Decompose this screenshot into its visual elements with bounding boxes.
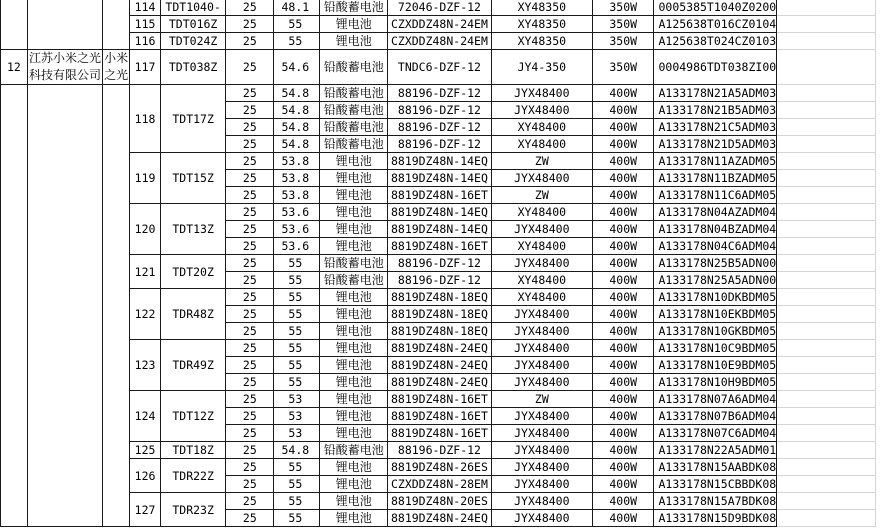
battery-type-cell[interactable]: 锂电池 (320, 391, 388, 408)
empty-cell[interactable] (777, 408, 876, 425)
weight-cell[interactable]: 55 (274, 306, 320, 323)
cert-number-cell[interactable]: A133178N07A6ADM04 (654, 391, 777, 408)
power-cell[interactable]: 400W (592, 153, 654, 170)
speed-cell[interactable]: 25 (226, 476, 274, 493)
battery-type-cell[interactable]: 锂电池 (320, 408, 388, 425)
model-name-cell[interactable]: TDT038Z (161, 50, 226, 85)
weight-cell[interactable]: 54.8 (274, 119, 320, 136)
cert-number-cell[interactable]: A133178N22A5ADM01 (654, 442, 777, 459)
seq-cell[interactable] (1, 85, 28, 527)
model-name-cell[interactable]: TDT13Z (161, 204, 226, 255)
power-cell[interactable]: 400W (592, 204, 654, 221)
speed-cell[interactable]: 25 (226, 357, 274, 374)
motor-model-cell[interactable]: JYX48400 (491, 170, 592, 187)
battery-model-cell[interactable]: 88196-DZF-12 (388, 85, 492, 102)
battery-type-cell[interactable]: 锂电池 (320, 221, 388, 238)
model-number-cell[interactable]: 126 (130, 459, 161, 493)
weight-cell[interactable]: 53 (274, 391, 320, 408)
battery-model-cell[interactable]: 8819DZ48N-24EQ (388, 340, 492, 357)
cert-number-cell[interactable]: A133178N25B5ADN00 (654, 255, 777, 272)
motor-model-cell[interactable]: JYX48400 (491, 357, 592, 374)
speed-cell[interactable]: 25 (226, 340, 274, 357)
power-cell[interactable]: 400W (592, 119, 654, 136)
battery-type-cell[interactable]: 锂电池 (320, 357, 388, 374)
battery-type-cell[interactable]: 铅酸蓄电池 (320, 255, 388, 272)
power-cell[interactable]: 400W (592, 289, 654, 306)
seq-cell[interactable] (1, 0, 28, 50)
empty-cell[interactable] (777, 493, 876, 510)
power-cell[interactable]: 400W (592, 85, 654, 102)
cert-number-cell[interactable]: A133178N11BZADM05 (654, 170, 777, 187)
power-cell[interactable]: 400W (592, 476, 654, 493)
battery-type-cell[interactable]: 锂电池 (320, 289, 388, 306)
battery-model-cell[interactable]: 88196-DZF-12 (388, 255, 492, 272)
weight-cell[interactable]: 55 (274, 476, 320, 493)
weight-cell[interactable]: 54.6 (274, 50, 320, 85)
cert-number-cell[interactable]: A133178N21D5ADM03 (654, 136, 777, 153)
model-number-cell[interactable]: 125 (130, 442, 161, 459)
motor-model-cell[interactable]: XY48400 (491, 204, 592, 221)
model-name-cell[interactable]: TDT20Z (161, 255, 226, 289)
motor-model-cell[interactable]: JYX48400 (491, 221, 592, 238)
model-number-cell[interactable]: 119 (130, 153, 161, 204)
speed-cell[interactable]: 25 (226, 459, 274, 476)
cert-number-cell[interactable]: A125638T016CZ0104 (654, 16, 777, 33)
motor-model-cell[interactable]: JYX48400 (491, 323, 592, 340)
battery-model-cell[interactable]: 8819DZ48N-14EQ (388, 204, 492, 221)
battery-model-cell[interactable]: 8819DZ48N-16ET (388, 425, 492, 442)
battery-type-cell[interactable]: 锂电池 (320, 204, 388, 221)
battery-type-cell[interactable]: 铅酸蓄电池 (320, 136, 388, 153)
brand-cell[interactable] (103, 85, 130, 527)
power-cell[interactable]: 400W (592, 425, 654, 442)
table-row (1, 493, 890, 510)
empty-cell[interactable] (777, 255, 876, 272)
weight-cell[interactable]: 55 (274, 493, 320, 510)
battery-model-cell[interactable]: 88196-DZF-12 (388, 272, 492, 289)
battery-model-cell[interactable]: 8819DZ48N-20ES (388, 493, 492, 510)
model-name-cell[interactable]: TDT016Z (161, 16, 226, 33)
cert-number-cell[interactable]: A133178N10C9BDM05 (654, 340, 777, 357)
battery-model-cell[interactable]: 88196-DZF-12 (388, 102, 492, 119)
power-cell[interactable]: 400W (592, 136, 654, 153)
brand-cell[interactable]: 小米之光 (103, 50, 130, 85)
motor-model-cell[interactable]: JYX48400 (491, 374, 592, 391)
motor-model-cell[interactable]: XY48400 (491, 136, 592, 153)
motor-model-cell[interactable]: JYX48400 (491, 306, 592, 323)
weight-cell[interactable]: 55 (274, 272, 320, 289)
empty-cell[interactable] (777, 238, 876, 255)
speed-cell[interactable]: 25 (226, 153, 274, 170)
power-cell[interactable]: 400W (592, 255, 654, 272)
battery-model-cell[interactable]: TNDC6-DZF-12 (388, 50, 492, 85)
battery-model-cell[interactable]: 8819DZ48N-26ES (388, 459, 492, 476)
speed-cell[interactable]: 25 (226, 272, 274, 289)
battery-type-cell[interactable]: 铅酸蓄电池 (320, 442, 388, 459)
speed-cell[interactable]: 25 (226, 102, 274, 119)
table-row (1, 50, 890, 85)
model-name-cell[interactable]: TDT15Z (161, 153, 226, 204)
power-cell[interactable]: 400W (592, 357, 654, 374)
battery-type-cell[interactable]: 铅酸蓄电池 (320, 85, 388, 102)
battery-type-cell[interactable]: 锂电池 (320, 323, 388, 340)
power-cell[interactable]: 400W (592, 442, 654, 459)
speed-cell[interactable]: 25 (226, 187, 274, 204)
empty-cell[interactable] (777, 425, 876, 442)
cert-number-cell[interactable]: A133178N10DKBDM05 (654, 289, 777, 306)
battery-type-cell[interactable]: 锂电池 (320, 306, 388, 323)
empty-cell[interactable] (777, 510, 876, 527)
table-row (1, 289, 890, 306)
power-cell[interactable]: 400W (592, 391, 654, 408)
empty-cell[interactable] (777, 119, 876, 136)
motor-model-cell[interactable]: JYX48400 (491, 476, 592, 493)
empty-cell[interactable] (777, 33, 876, 50)
model-number-cell[interactable]: 124 (130, 391, 161, 442)
speed-cell[interactable]: 25 (226, 16, 274, 33)
cert-number-cell[interactable]: A133178N10EKBDM05 (654, 306, 777, 323)
weight-cell[interactable]: 53.6 (274, 221, 320, 238)
empty-cell[interactable] (777, 476, 876, 493)
model-number-cell[interactable]: 127 (130, 493, 161, 527)
empty-cell[interactable] (777, 136, 876, 153)
cert-number-cell[interactable]: A133178N15CBBDK08 (654, 476, 777, 493)
motor-model-cell[interactable]: JYX48400 (491, 442, 592, 459)
power-cell[interactable]: 350W (592, 33, 654, 50)
cert-number-cell[interactable]: A125638T024CZ0103 (654, 33, 777, 50)
battery-type-cell[interactable]: 锂电池 (320, 16, 388, 33)
battery-type-cell[interactable]: 铅酸蓄电池 (320, 272, 388, 289)
motor-model-cell[interactable]: JYX48400 (491, 510, 592, 527)
model-name-cell[interactable]: TDT1040- (161, 0, 226, 16)
seq-cell[interactable]: 12 (1, 50, 28, 85)
power-cell[interactable]: 400W (592, 408, 654, 425)
empty-cell[interactable] (777, 374, 876, 391)
power-cell[interactable]: 350W (592, 50, 654, 85)
power-cell[interactable]: 400W (592, 187, 654, 204)
table-row (1, 204, 890, 221)
model-name-cell[interactable]: TDT12Z (161, 391, 226, 442)
cert-number-cell[interactable]: A133178N21C5ADM03 (654, 119, 777, 136)
battery-type-cell[interactable]: 锂电池 (320, 33, 388, 50)
empty-cell[interactable] (777, 340, 876, 357)
motor-model-cell[interactable]: XY48400 (491, 238, 592, 255)
battery-model-cell[interactable]: 8819DZ48N-18EQ (388, 323, 492, 340)
model-name-cell[interactable]: TDT024Z (161, 33, 226, 50)
empty-cell[interactable] (777, 442, 876, 459)
battery-type-cell[interactable]: 锂电池 (320, 459, 388, 476)
battery-type-cell[interactable]: 锂电池 (320, 187, 388, 204)
battery-type-cell[interactable]: 锂电池 (320, 374, 388, 391)
speed-cell[interactable]: 25 (226, 238, 274, 255)
cert-number-cell[interactable]: A133178N25A5ADN00 (654, 272, 777, 289)
empty-cell[interactable] (777, 204, 876, 221)
model-name-cell[interactable]: TDR48Z (161, 289, 226, 340)
weight-cell[interactable]: 55 (274, 357, 320, 374)
table-row (1, 391, 890, 408)
battery-model-cell[interactable]: 8819DZ48N-18EQ (388, 289, 492, 306)
weight-cell[interactable]: 53.8 (274, 153, 320, 170)
table-row (1, 16, 890, 33)
cert-number-cell[interactable]: A133178N15AABDK08 (654, 459, 777, 476)
power-cell[interactable]: 350W (592, 0, 654, 16)
model-name-cell[interactable]: TDR22Z (161, 459, 226, 493)
speed-cell[interactable]: 25 (226, 255, 274, 272)
speed-cell[interactable]: 25 (226, 221, 274, 238)
battery-model-cell[interactable]: 8819DZ48N-14EQ (388, 221, 492, 238)
battery-type-cell[interactable]: 铅酸蓄电池 (320, 50, 388, 85)
weight-cell[interactable]: 55 (274, 323, 320, 340)
battery-type-cell[interactable]: 锂电池 (320, 425, 388, 442)
speed-cell[interactable]: 25 (226, 50, 274, 85)
empty-cell[interactable] (777, 221, 876, 238)
motor-model-cell[interactable]: JYX48400 (491, 408, 592, 425)
battery-model-cell[interactable]: 8819DZ48N-24EQ (388, 510, 492, 527)
empty-cell[interactable] (777, 16, 876, 33)
table-row (1, 459, 890, 476)
empty-cell[interactable] (777, 323, 876, 340)
cert-number-cell[interactable]: A133178N21B5ADM03 (654, 102, 777, 119)
company-cell[interactable]: 江苏小米之光科技有限公司 (27, 50, 102, 85)
power-cell[interactable]: 400W (592, 323, 654, 340)
battery-type-cell[interactable]: 铅酸蓄电池 (320, 102, 388, 119)
speed-cell[interactable]: 25 (226, 391, 274, 408)
speed-cell[interactable]: 25 (226, 323, 274, 340)
cert-number-cell[interactable]: 0004986TDT038ZI00 (654, 50, 777, 85)
speed-cell[interactable]: 25 (226, 119, 274, 136)
table-row (1, 0, 890, 16)
company-cell[interactable] (27, 0, 102, 50)
empty-cell[interactable] (777, 391, 876, 408)
battery-model-cell[interactable]: CZXDDZ48N-24EM (388, 33, 492, 50)
weight-cell[interactable]: 53.6 (274, 204, 320, 221)
battery-type-cell[interactable]: 锂电池 (320, 476, 388, 493)
motor-model-cell[interactable]: XY48400 (491, 272, 592, 289)
cert-number-cell[interactable]: A133178N07B6ADM04 (654, 408, 777, 425)
model-number-cell[interactable]: 114 (130, 0, 161, 16)
motor-model-cell[interactable]: XY48400 (491, 119, 592, 136)
empty-cell[interactable] (777, 272, 876, 289)
empty-cell[interactable] (777, 306, 876, 323)
cert-number-cell[interactable]: 0005385T1040Z0200 (654, 0, 777, 16)
empty-cell[interactable] (777, 459, 876, 476)
battery-model-cell[interactable]: 8819DZ48N-16ET (388, 408, 492, 425)
weight-cell[interactable]: 54.8 (274, 136, 320, 153)
empty-cell[interactable] (777, 85, 876, 102)
power-cell[interactable]: 400W (592, 510, 654, 527)
speed-cell[interactable]: 25 (226, 425, 274, 442)
cert-number-cell[interactable]: A133178N15D9BDK08 (654, 510, 777, 527)
motor-model-cell[interactable]: ZW (491, 153, 592, 170)
table-row (1, 153, 890, 170)
cert-number-cell[interactable]: A133178N11AZADM05 (654, 153, 777, 170)
motor-model-cell[interactable]: ZW (491, 187, 592, 204)
model-number-cell[interactable]: 122 (130, 289, 161, 340)
model-name-cell[interactable]: TDT17Z (161, 85, 226, 153)
battery-type-cell[interactable]: 铅酸蓄电池 (320, 119, 388, 136)
battery-model-cell[interactable]: 8819DZ48N-18EQ (388, 306, 492, 323)
motor-model-cell[interactable]: JYX48400 (491, 425, 592, 442)
cert-number-cell[interactable]: A133178N10GKBDM05 (654, 323, 777, 340)
speed-cell[interactable]: 25 (226, 170, 274, 187)
weight-cell[interactable]: 53.6 (274, 238, 320, 255)
power-cell[interactable]: 400W (592, 102, 654, 119)
spreadsheet-body (1, 0, 890, 527)
speed-cell[interactable]: 25 (226, 136, 274, 153)
motor-model-cell[interactable]: JYX48400 (491, 85, 592, 102)
power-cell[interactable]: 400W (592, 238, 654, 255)
speed-cell[interactable]: 25 (226, 493, 274, 510)
model-number-cell[interactable]: 118 (130, 85, 161, 153)
empty-cell[interactable] (777, 50, 876, 85)
weight-cell[interactable]: 53 (274, 425, 320, 442)
weight-cell[interactable]: 48.1 (274, 0, 320, 16)
weight-cell[interactable]: 55 (274, 255, 320, 272)
power-cell[interactable]: 400W (592, 459, 654, 476)
speed-cell[interactable]: 25 (226, 306, 274, 323)
weight-cell[interactable]: 53.8 (274, 187, 320, 204)
battery-model-cell[interactable]: 8819DZ48N-24EQ (388, 374, 492, 391)
speed-cell[interactable]: 25 (226, 33, 274, 50)
motor-model-cell[interactable]: JYX48400 (491, 102, 592, 119)
battery-model-cell[interactable]: 8819DZ48N-16ET (388, 238, 492, 255)
battery-type-cell[interactable]: 锂电池 (320, 170, 388, 187)
battery-type-cell[interactable]: 锂电池 (320, 340, 388, 357)
speed-cell[interactable]: 25 (226, 85, 274, 102)
power-cell[interactable]: 400W (592, 374, 654, 391)
empty-cell[interactable] (777, 289, 876, 306)
cert-number-cell[interactable]: A133178N04AZADM04 (654, 204, 777, 221)
table-row (1, 255, 890, 272)
weight-cell[interactable]: 55 (274, 510, 320, 527)
table-row (1, 33, 890, 50)
motor-model-cell[interactable]: JY4-350 (491, 50, 592, 85)
model-number-cell[interactable]: 116 (130, 33, 161, 50)
speed-cell[interactable]: 25 (226, 374, 274, 391)
weight-cell[interactable]: 55 (274, 340, 320, 357)
model-number-cell[interactable]: 115 (130, 16, 161, 33)
table-row (1, 85, 890, 102)
motor-model-cell[interactable]: XY48350 (491, 33, 592, 50)
cert-number-cell[interactable]: A133178N07C6ADM04 (654, 425, 777, 442)
brand-cell[interactable] (103, 0, 130, 50)
power-cell[interactable]: 400W (592, 221, 654, 238)
speed-cell[interactable]: 25 (226, 0, 274, 16)
motor-model-cell[interactable]: ZW (491, 391, 592, 408)
model-name-cell[interactable]: TDR49Z (161, 340, 226, 391)
motor-model-cell[interactable]: XY48350 (491, 0, 592, 16)
model-number-cell[interactable]: 120 (130, 204, 161, 255)
battery-model-cell[interactable]: 72046-DZF-12 (388, 0, 492, 16)
battery-type-cell[interactable]: 锂电池 (320, 510, 388, 527)
motor-model-cell[interactable]: JYX48400 (491, 493, 592, 510)
cert-number-cell[interactable]: A133178N10E9BDM05 (654, 357, 777, 374)
empty-cell[interactable] (777, 102, 876, 119)
power-cell[interactable]: 400W (592, 170, 654, 187)
weight-cell[interactable]: 55 (274, 33, 320, 50)
motor-model-cell[interactable]: XY48350 (491, 16, 592, 33)
weight-cell[interactable]: 54.8 (274, 85, 320, 102)
battery-type-cell[interactable]: 锂电池 (320, 238, 388, 255)
weight-cell[interactable]: 53 (274, 408, 320, 425)
speed-cell[interactable]: 25 (226, 510, 274, 527)
cert-number-cell[interactable]: A133178N15A7BDK08 (654, 493, 777, 510)
power-cell[interactable]: 350W (592, 16, 654, 33)
battery-model-cell[interactable]: 8819DZ48N-14EQ (388, 153, 492, 170)
empty-cell[interactable] (777, 187, 876, 204)
battery-model-cell[interactable]: 8819DZ48N-16ET (388, 391, 492, 408)
speed-cell[interactable]: 25 (226, 408, 274, 425)
model-name-cell[interactable]: TDT18Z (161, 442, 226, 459)
model-name-cell[interactable]: TDR23Z (161, 493, 226, 527)
battery-model-cell[interactable]: 8819DZ48N-24EQ (388, 357, 492, 374)
motor-model-cell[interactable]: JYX48400 (491, 255, 592, 272)
empty-cell[interactable] (777, 170, 876, 187)
company-cell[interactable] (27, 85, 102, 527)
motor-model-cell[interactable]: JYX48400 (491, 340, 592, 357)
motor-model-cell[interactable]: JYX48400 (491, 459, 592, 476)
battery-type-cell[interactable]: 锂电池 (320, 153, 388, 170)
battery-model-cell[interactable]: 88196-DZF-12 (388, 136, 492, 153)
battery-type-cell[interactable]: 锂电池 (320, 493, 388, 510)
weight-cell[interactable]: 54.8 (274, 102, 320, 119)
cert-number-cell[interactable]: A133178N04BZADM04 (654, 221, 777, 238)
battery-model-cell[interactable]: 8819DZ48N-16ET (388, 187, 492, 204)
battery-model-cell[interactable]: CZXDDZ48N-28EM (388, 476, 492, 493)
empty-cell[interactable] (777, 0, 876, 16)
speed-cell[interactable]: 25 (226, 289, 274, 306)
table-row (1, 442, 890, 459)
battery-model-cell[interactable]: 8819DZ48N-14EQ (388, 170, 492, 187)
cert-number-cell[interactable]: A133178N21A5ADM03 (654, 85, 777, 102)
weight-cell[interactable]: 55 (274, 289, 320, 306)
empty-cell[interactable] (777, 153, 876, 170)
empty-cell[interactable] (777, 357, 876, 374)
weight-cell[interactable]: 54.8 (274, 442, 320, 459)
motor-model-cell[interactable]: XY48400 (491, 289, 592, 306)
speed-cell[interactable]: 25 (226, 204, 274, 221)
weight-cell[interactable]: 55 (274, 459, 320, 476)
weight-cell[interactable]: 55 (274, 374, 320, 391)
battery-model-cell[interactable]: 88196-DZF-12 (388, 119, 492, 136)
cert-number-cell[interactable]: A133178N04C6ADM04 (654, 238, 777, 255)
model-number-cell[interactable]: 117 (130, 50, 161, 85)
speed-cell[interactable]: 25 (226, 442, 274, 459)
weight-cell[interactable]: 55 (274, 16, 320, 33)
table-row (1, 340, 890, 357)
cert-number-cell[interactable]: A133178N11C6ADM05 (654, 187, 777, 204)
power-cell[interactable]: 400W (592, 306, 654, 323)
battery-model-cell[interactable]: CZXDDZ48N-24EM (388, 16, 492, 33)
weight-cell[interactable]: 53.8 (274, 170, 320, 187)
power-cell[interactable]: 400W (592, 340, 654, 357)
model-number-cell[interactable]: 123 (130, 340, 161, 391)
power-cell[interactable]: 400W (592, 272, 654, 289)
power-cell[interactable]: 400W (592, 493, 654, 510)
model-number-cell[interactable]: 121 (130, 255, 161, 289)
battery-type-cell[interactable]: 铅酸蓄电池 (320, 0, 388, 16)
cert-number-cell[interactable]: A133178N10H9BDM05 (654, 374, 777, 391)
battery-model-cell[interactable]: 88196-DZF-12 (388, 442, 492, 459)
